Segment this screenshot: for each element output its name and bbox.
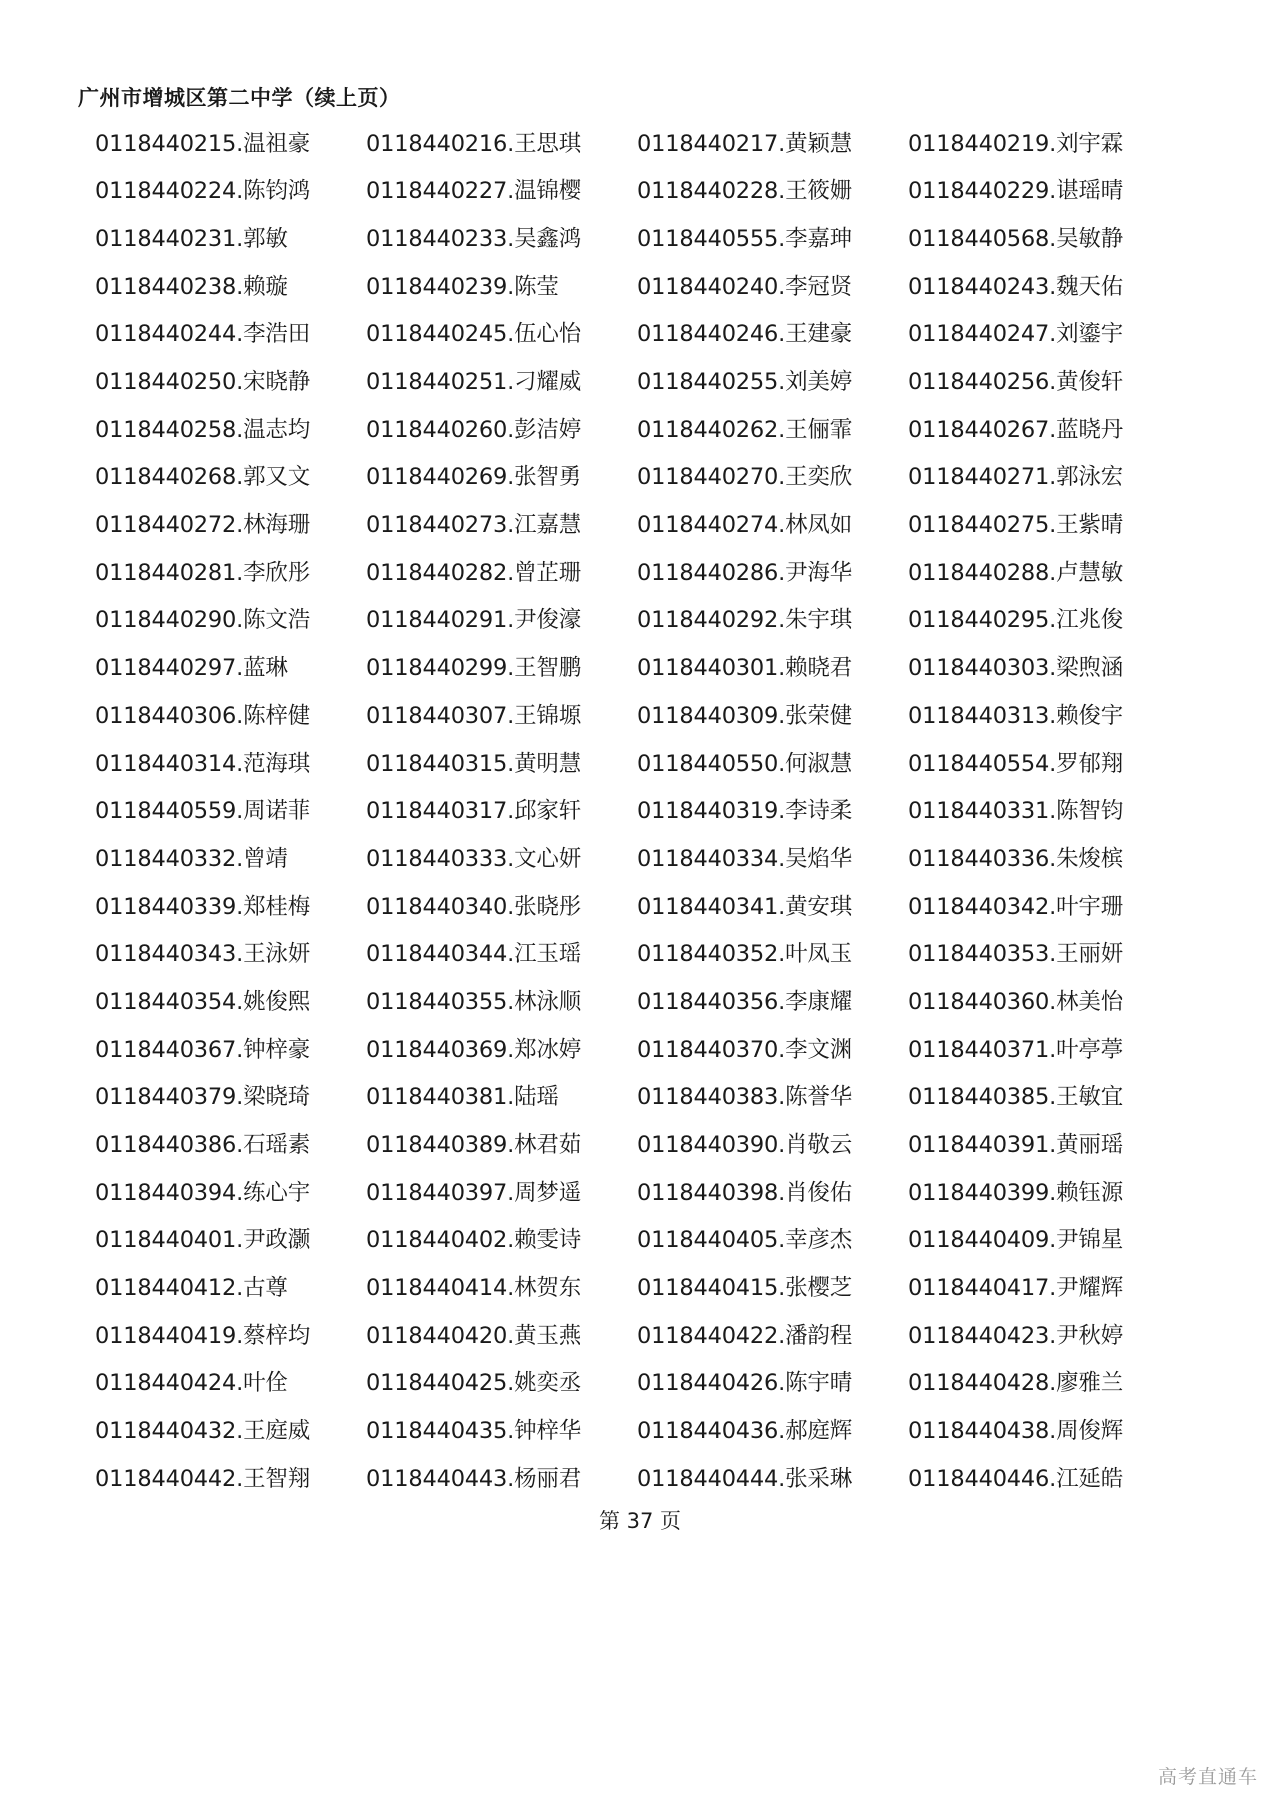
list-item: 0118440268.郭又文 bbox=[95, 464, 311, 491]
list-item: 0118440288.卢慧敏 bbox=[908, 559, 1124, 586]
list-item: 0118440379.梁晓琦 bbox=[95, 1084, 311, 1111]
list-item: 0118440389.林君茹 bbox=[366, 1132, 582, 1159]
list-item: 0118440367.钟梓豪 bbox=[95, 1036, 311, 1063]
list-item: 0118440333.文心妍 bbox=[366, 845, 582, 872]
list-item: 0118440314.范海琪 bbox=[95, 750, 311, 777]
list-item: 0118440331.陈智钧 bbox=[908, 798, 1124, 825]
list-item: 0118440344.江玉瑶 bbox=[366, 941, 582, 968]
list-item: 0118440267.蓝晓丹 bbox=[908, 416, 1124, 443]
list-item: 0118440247.刘鎏宇 bbox=[908, 321, 1124, 348]
list-item: 0118440443.杨丽君 bbox=[366, 1465, 582, 1492]
list-item: 0118440399.赖钰源 bbox=[908, 1179, 1124, 1206]
list-item: 0118440417.尹耀辉 bbox=[908, 1275, 1124, 1302]
list-item: 0118440240.李冠贤 bbox=[637, 273, 853, 300]
list-item: 0118440306.陈梓健 bbox=[95, 702, 311, 729]
list-item: 0118440270.王奕欣 bbox=[637, 464, 853, 491]
list-item: 0118440354.姚俊熙 bbox=[95, 988, 311, 1015]
list-item: 0118440343.王泳妍 bbox=[95, 941, 311, 968]
list-item: 0118440251.刁耀威 bbox=[366, 369, 582, 396]
list-item: 0118440436.郝庭辉 bbox=[637, 1418, 853, 1445]
list-item: 0118440272.林海珊 bbox=[95, 512, 311, 539]
list-item: 0118440291.尹俊濠 bbox=[366, 607, 582, 634]
list-item: 0118440282.曾芷珊 bbox=[366, 559, 582, 586]
list-item: 0118440554.罗郁翔 bbox=[908, 750, 1124, 777]
list-item: 0118440274.林凤如 bbox=[637, 512, 853, 539]
list-item: 0118440369.郑冰婷 bbox=[366, 1036, 582, 1063]
list-item: 0118440425.姚奕丞 bbox=[366, 1370, 582, 1397]
list-item: 0118440341.黄安琪 bbox=[637, 893, 853, 920]
list-item: 0118440319.李诗柔 bbox=[637, 798, 853, 825]
list-item: 0118440299.王智鹏 bbox=[366, 655, 582, 682]
list-item: 0118440307.王锦塬 bbox=[366, 702, 582, 729]
list-item: 0118440216.王思琪 bbox=[366, 130, 582, 157]
list-item: 0118440423.尹秋婷 bbox=[908, 1322, 1124, 1349]
list-item: 0118440394.练心宇 bbox=[95, 1179, 311, 1206]
page-number: 第 37 页 bbox=[598, 1509, 682, 1533]
list-item: 0118440409.尹锦星 bbox=[908, 1227, 1124, 1254]
list-item: 0118440262.王俪霏 bbox=[637, 416, 853, 443]
list-item: 0118440275.王紫晴 bbox=[908, 512, 1124, 539]
list-item: 0118440559.周诺菲 bbox=[95, 798, 311, 825]
list-item: 0118440332.曾靖 bbox=[95, 845, 288, 872]
list-item: 0118440340.张晓彤 bbox=[366, 893, 582, 920]
list-item: 0118440555.李嘉珅 bbox=[637, 225, 853, 252]
list-item: 0118440550.何淑慧 bbox=[637, 750, 853, 777]
list-item: 0118440444.张采琳 bbox=[637, 1465, 853, 1492]
list-item: 0118440353.王丽妍 bbox=[908, 941, 1124, 968]
list-item: 0118440317.邱家轩 bbox=[366, 798, 582, 825]
list-item: 0118440383.陈誉华 bbox=[637, 1084, 853, 1111]
list-item: 0118440271.郭泳宏 bbox=[908, 464, 1124, 491]
list-item: 0118440250.宋晓静 bbox=[95, 369, 311, 396]
list-item: 0118440231.郭敏 bbox=[95, 225, 288, 252]
list-item: 0118440301.赖晓君 bbox=[637, 655, 853, 682]
list-item: 0118440224.陈钧鸿 bbox=[95, 178, 311, 205]
list-item: 0118440258.温志均 bbox=[95, 416, 311, 443]
list-item: 0118440215.温祖豪 bbox=[95, 130, 311, 157]
list-item: 0118440260.彭洁婷 bbox=[366, 416, 582, 443]
list-item: 0118440424.叶佺 bbox=[95, 1370, 288, 1397]
entry-list bbox=[95, 120, 1185, 1503]
list-item: 0118440415.张樱芝 bbox=[637, 1275, 853, 1302]
list-item: 0118440339.郑桂梅 bbox=[95, 893, 311, 920]
list-item: 0118440217.黄颖慧 bbox=[637, 130, 853, 157]
list-item: 0118440290.陈文浩 bbox=[95, 607, 311, 634]
list-item: 0118440309.张荣健 bbox=[637, 702, 853, 729]
list-item: 0118440219.刘宇霖 bbox=[908, 130, 1124, 157]
list-item: 0118440352.叶凤玉 bbox=[637, 941, 853, 968]
list-item: 0118440244.李浩田 bbox=[95, 321, 311, 348]
list-item: 0118440334.吴焰华 bbox=[637, 845, 853, 872]
list-item: 0118440313.赖俊宇 bbox=[908, 702, 1124, 729]
list-item: 0118440371.叶亭葶 bbox=[908, 1036, 1124, 1063]
list-item: 0118440402.赖雯诗 bbox=[366, 1227, 582, 1254]
list-item: 0118440281.李欣彤 bbox=[95, 559, 311, 586]
list-item: 0118440412.古尊 bbox=[95, 1275, 288, 1302]
list-item: 0118440295.江兆俊 bbox=[908, 607, 1124, 634]
list-item: 0118440414.林贺东 bbox=[366, 1275, 582, 1302]
page-heading: 广州市增城区第二中学（续上页） bbox=[78, 86, 401, 110]
list-item: 0118440269.张智勇 bbox=[366, 464, 582, 491]
list-item: 0118440303.梁煦涵 bbox=[908, 655, 1124, 682]
list-item: 0118440243.魏天佑 bbox=[908, 273, 1124, 300]
list-item: 0118440422.潘韵程 bbox=[637, 1322, 853, 1349]
list-item: 0118440245.伍心怡 bbox=[366, 321, 582, 348]
list-item: 0118440405.幸彦杰 bbox=[637, 1227, 853, 1254]
list-item: 0118440391.黄丽瑶 bbox=[908, 1132, 1124, 1159]
list-item: 0118440568.吴敏静 bbox=[908, 225, 1124, 252]
list-item: 0118440238.赖璇 bbox=[95, 273, 288, 300]
list-item: 0118440432.王庭威 bbox=[95, 1418, 311, 1445]
list-item: 0118440342.叶宇珊 bbox=[908, 893, 1124, 920]
list-item: 0118440297.蓝琳 bbox=[95, 655, 288, 682]
list-item: 0118440398.肖俊佑 bbox=[637, 1179, 853, 1206]
list-item: 0118440446.江延皓 bbox=[908, 1465, 1124, 1492]
list-item: 0118440273.江嘉慧 bbox=[366, 512, 582, 539]
list-item: 0118440426.陈宇晴 bbox=[637, 1370, 853, 1397]
list-item: 0118440315.黄明慧 bbox=[366, 750, 582, 777]
list-item: 0118440435.钟梓华 bbox=[366, 1418, 582, 1445]
list-item: 0118440386.石瑶素 bbox=[95, 1132, 311, 1159]
list-item: 0118440370.李文渊 bbox=[637, 1036, 853, 1063]
list-item: 0118440442.王智翔 bbox=[95, 1465, 311, 1492]
list-item: 0118440390.肖敬云 bbox=[637, 1132, 853, 1159]
list-item: 0118440246.王建豪 bbox=[637, 321, 853, 348]
list-item: 0118440256.黄俊轩 bbox=[908, 369, 1124, 396]
list-item: 0118440228.王筱姗 bbox=[637, 178, 853, 205]
list-item: 0118440355.林泳顺 bbox=[366, 988, 582, 1015]
list-item: 0118440292.朱宇琪 bbox=[637, 607, 853, 634]
list-item: 0118440286.尹海华 bbox=[637, 559, 853, 586]
list-item: 0118440401.尹政灏 bbox=[95, 1227, 311, 1254]
list-item: 0118440239.陈莹 bbox=[366, 273, 559, 300]
list-item: 0118440356.李康耀 bbox=[637, 988, 853, 1015]
list-item: 0118440227.温锦樱 bbox=[366, 178, 582, 205]
list-item: 0118440381.陆瑶 bbox=[366, 1084, 559, 1111]
list-item: 0118440397.周梦遥 bbox=[366, 1179, 582, 1206]
list-item: 0118440420.黄玉燕 bbox=[366, 1322, 582, 1349]
list-item: 0118440229.谌瑶晴 bbox=[908, 178, 1124, 205]
list-item: 0118440360.林美怡 bbox=[908, 988, 1124, 1015]
list-item: 0118440385.王敏宜 bbox=[908, 1084, 1124, 1111]
list-item: 0118440255.刘美婷 bbox=[637, 369, 853, 396]
list-item: 0118440428.廖雅兰 bbox=[908, 1370, 1124, 1397]
list-item: 0118440419.蔡梓均 bbox=[95, 1322, 311, 1349]
list-item: 0118440233.吴鑫鸿 bbox=[366, 225, 582, 252]
watermark: 高考直通车 bbox=[1157, 1766, 1258, 1788]
list-item: 0118440336.朱焌槟 bbox=[908, 845, 1124, 872]
list-item: 0118440438.周俊辉 bbox=[908, 1418, 1124, 1445]
